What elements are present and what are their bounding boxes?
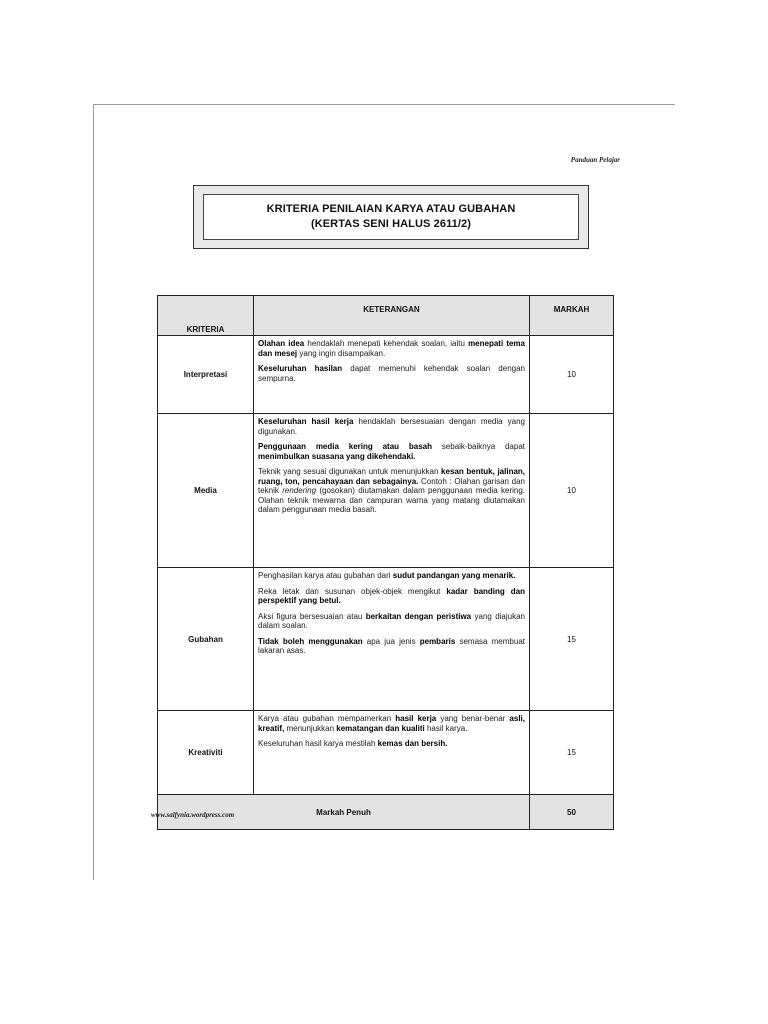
- title-inner: [203, 194, 579, 240]
- description-text: Olahan idea: [258, 339, 305, 348]
- description-text: Penghasilan karya atau gubahan dari: [258, 571, 393, 580]
- description-text: Penggunaan media kering atau basah: [258, 442, 432, 451]
- description-text: Reka letak dan susunan objek-objek mengikut: [258, 586, 447, 596]
- table-row: [158, 711, 614, 795]
- description-text: rendering: [282, 486, 317, 495]
- criterion-mark: 15: [530, 568, 614, 711]
- description-text: yang benar-benar: [436, 714, 510, 723]
- description-paragraph: [258, 637, 525, 656]
- table-header-row: [158, 296, 614, 336]
- description-text: hasil karya.: [424, 723, 468, 733]
- title-line-1: KRITERIA PENILAIAN KARYA ATAU GUBAHAN: [266, 203, 516, 215]
- description-text: kemas dan bersih.: [377, 739, 448, 748]
- description-text: sebaik-baiknya dapat: [431, 442, 526, 451]
- description-text: Contoh : Olahan garisan dan teknik: [258, 476, 525, 495]
- description-text: kadar banding dan perspektif yang betul.: [258, 586, 525, 605]
- description-text: Teknik yang sesuai digunakan untuk menunjukkan: [258, 467, 442, 476]
- total-label: Markah Penuh: [158, 795, 530, 830]
- header-note: Panduan Pelajar: [570, 156, 620, 164]
- description-text: kematangan dan kualiti: [336, 723, 425, 733]
- description-paragraph: [258, 587, 525, 606]
- description-text: berkaitan dengan peristiwa: [365, 611, 472, 621]
- description-paragraph: [258, 714, 525, 733]
- description-text: Karya atau gubahan mempamerkan: [258, 714, 396, 723]
- description-text: sudut pandangan yang menarik.: [392, 571, 516, 580]
- title-box: [193, 185, 589, 249]
- description-paragraph: [258, 467, 525, 515]
- description-text: yang ingin disampaikan.: [297, 348, 386, 358]
- criterion-mark: 10: [530, 414, 614, 568]
- title-line-2: (KERTAS SENI HALUS 2611/2): [310, 218, 472, 230]
- description-text: menepati tema dan mesej: [258, 339, 525, 358]
- description-paragraph: [258, 417, 525, 436]
- description-text: menimbulkan suasana yang dikehendaki.: [258, 451, 416, 461]
- criterion-description: [254, 414, 530, 568]
- description-text: (gosokan) diutamakan dalam penggunaan media kering. Olahan teknik mewarna dan campuran warna yang matang diutamakan dalam penggunaan media basah.: [258, 486, 526, 514]
- table-row: [158, 414, 614, 568]
- page-left-border: [93, 104, 94, 880]
- description-text: hendaklah menepati kehendak soalan, iaitu: [304, 339, 469, 348]
- header-keterangan: KETERANGAN: [254, 296, 530, 336]
- description-paragraph: [258, 442, 525, 461]
- description-paragraph: [258, 571, 525, 581]
- description-text: hasil kerja: [395, 714, 437, 723]
- page-top-border: [93, 104, 675, 105]
- description-text: asli, kreatif,: [258, 714, 525, 733]
- criteria-table: [157, 295, 614, 830]
- description-paragraph: [258, 739, 525, 749]
- description-paragraph: [258, 364, 525, 383]
- header-markah: MARKAH: [530, 296, 614, 336]
- description-text: Tidak boleh menggunakan: [258, 636, 363, 646]
- criterion-name: Gubahan: [158, 568, 254, 711]
- criterion-name: Kreativiti: [158, 711, 254, 795]
- table-row: [158, 568, 614, 711]
- footer-url: www.salfynia.wordpress.com: [151, 811, 235, 819]
- description-text: semasa membuat lakaran asas.: [258, 636, 525, 655]
- description-paragraph: [258, 339, 525, 358]
- criterion-description: [254, 336, 530, 414]
- total-value: 50: [530, 795, 614, 830]
- criterion-mark: 10: [530, 336, 614, 414]
- table-row: [158, 336, 614, 414]
- header-kriteria: KRITERIA: [158, 296, 254, 336]
- description-text: Keseluruhan hasil karya mestilah: [258, 739, 378, 748]
- description-text: dapat memenuhi kehendak soalan dengan sempurna.: [258, 364, 526, 383]
- description-text: pembaris: [419, 636, 456, 646]
- description-text: menunjukkan: [284, 723, 337, 733]
- criterion-description: [254, 568, 530, 711]
- criterion-description: [254, 711, 530, 795]
- description-text: Keseluruhan hasil kerja: [258, 417, 354, 426]
- description-text: kesan bentuk, jalinan, ruang, ton, pencahayaan dan sebagainya.: [258, 467, 526, 486]
- criterion-mark: 15: [530, 711, 614, 795]
- criterion-name: Media: [158, 414, 254, 568]
- description-text: hendaklah bersesuaian dengan media yang digunakan.: [258, 417, 525, 436]
- description-text: yang diajukan dalam soalan.: [258, 611, 526, 630]
- criterion-name: Interpretasi: [158, 336, 254, 414]
- description-paragraph: [258, 612, 525, 631]
- description-text: Aksi figura bersesuaian atau: [258, 611, 366, 621]
- description-text: apa jua jenis: [362, 636, 420, 646]
- description-text: Keseluruhan hasilan: [258, 364, 343, 373]
